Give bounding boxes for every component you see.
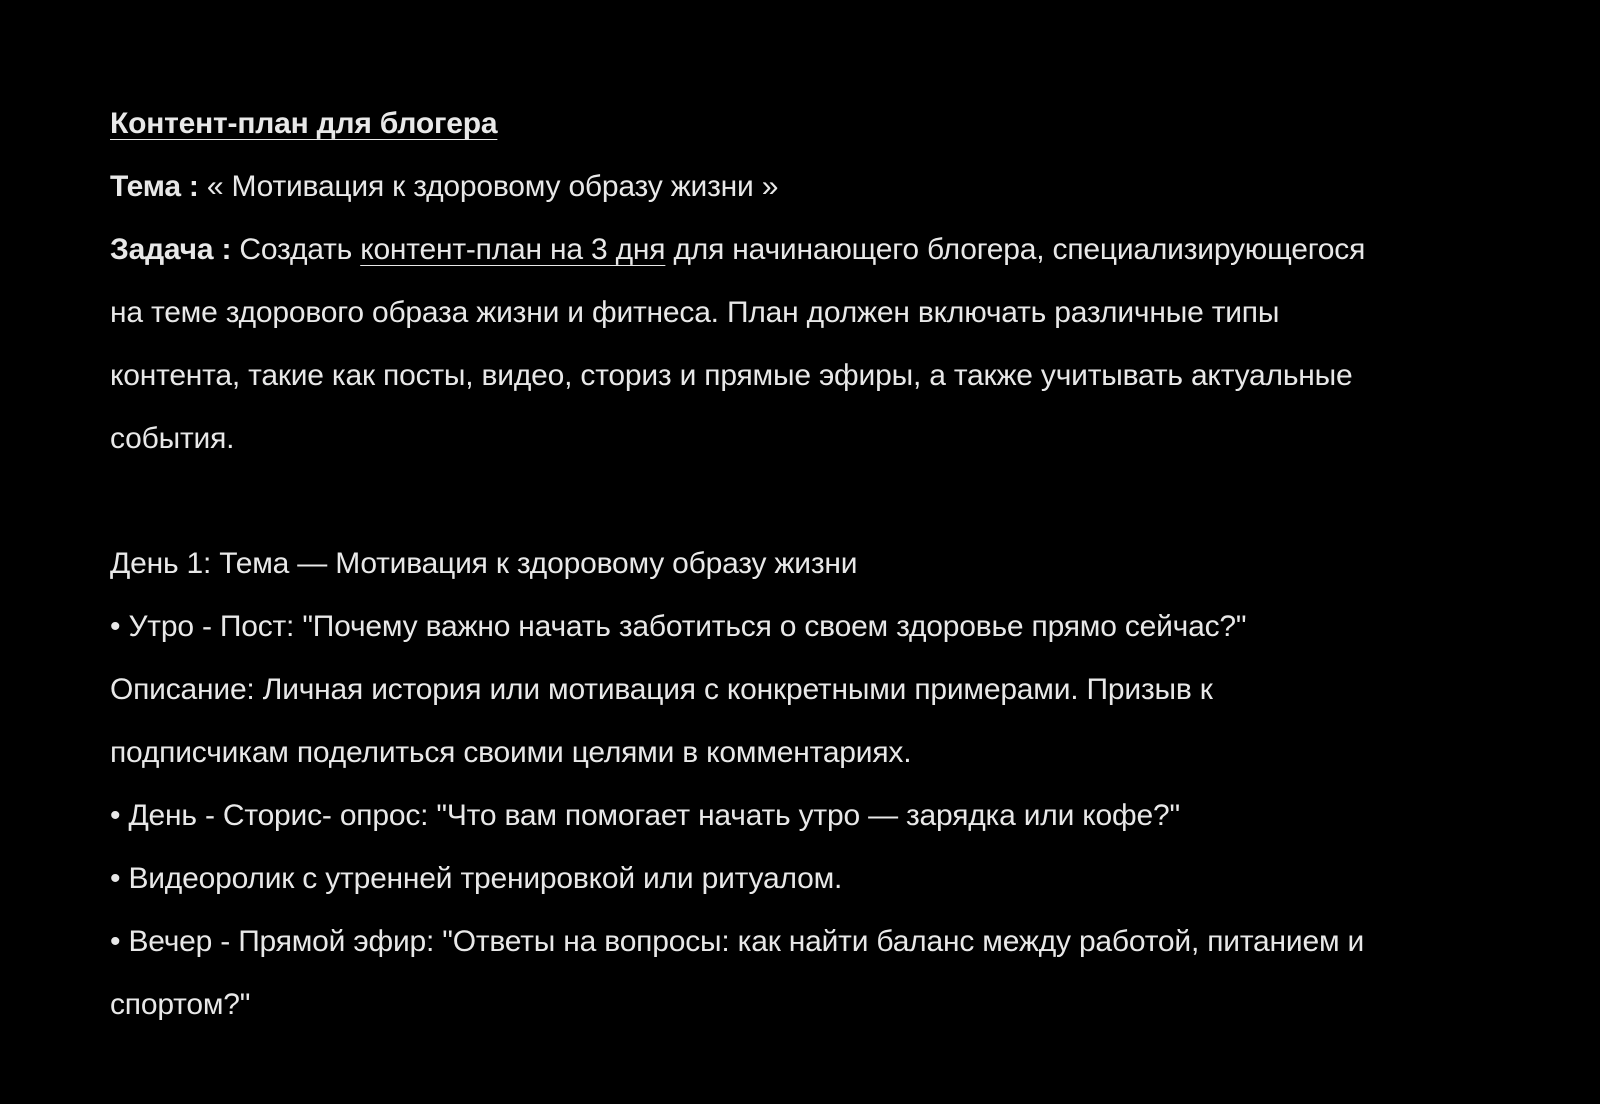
task-continuation-line: события. — [110, 422, 235, 455]
day1-item: спортом?" — [110, 988, 251, 1021]
day1-item: • Видеоролик с утренней тренировкой или ритуалом. — [110, 862, 843, 895]
topic-value: « Мотивация к здоровому образу жизни » — [198, 170, 779, 203]
document-body — [110, 92, 1530, 1036]
task-continuation-line: на теме здорового образа жизни и фитнеса. План должен включать различные типы — [110, 296, 1280, 329]
topic-line — [110, 155, 1530, 218]
task-line — [110, 218, 1530, 281]
task-text-before: Создать — [231, 233, 361, 266]
topic-label: Тема : — [110, 170, 199, 203]
day1-item: • Вечер - Прямой эфир: "Ответы на вопросы: как найти баланс между работой, питанием и — [110, 925, 1365, 958]
day1-item: • День - Сторис- опрос: "Что вам помогает начать утро — зарядка или кофе?" — [110, 799, 1180, 832]
task-text-after: для начинающего блогера, специализирующегося — [665, 233, 1366, 266]
title-line — [110, 92, 1530, 155]
day1-item: Описание: Личная история или мотивация с конкретными примерами. Призыв к — [110, 673, 1213, 706]
document-title: Контент-план для блогера — [110, 107, 498, 140]
task-underlined-text: контент-план на 3 дня — [360, 233, 666, 266]
task-continuation-line: контента, такие как посты, видео, сториз и прямые эфиры, а также учитывать актуальные — [110, 359, 1353, 392]
task-label: Задача : — [110, 233, 232, 266]
section-spacer — [110, 470, 1530, 532]
day1-heading: День 1: Тема — Мотивация к здоровому образу жизни — [110, 547, 858, 580]
day1-item: • Утро - Пост: "Почему важно начать заботиться о своем здоровье прямо сейчас?" — [110, 610, 1247, 643]
day1-item: подписчикам поделиться своими целями в комментариях. — [110, 736, 912, 769]
